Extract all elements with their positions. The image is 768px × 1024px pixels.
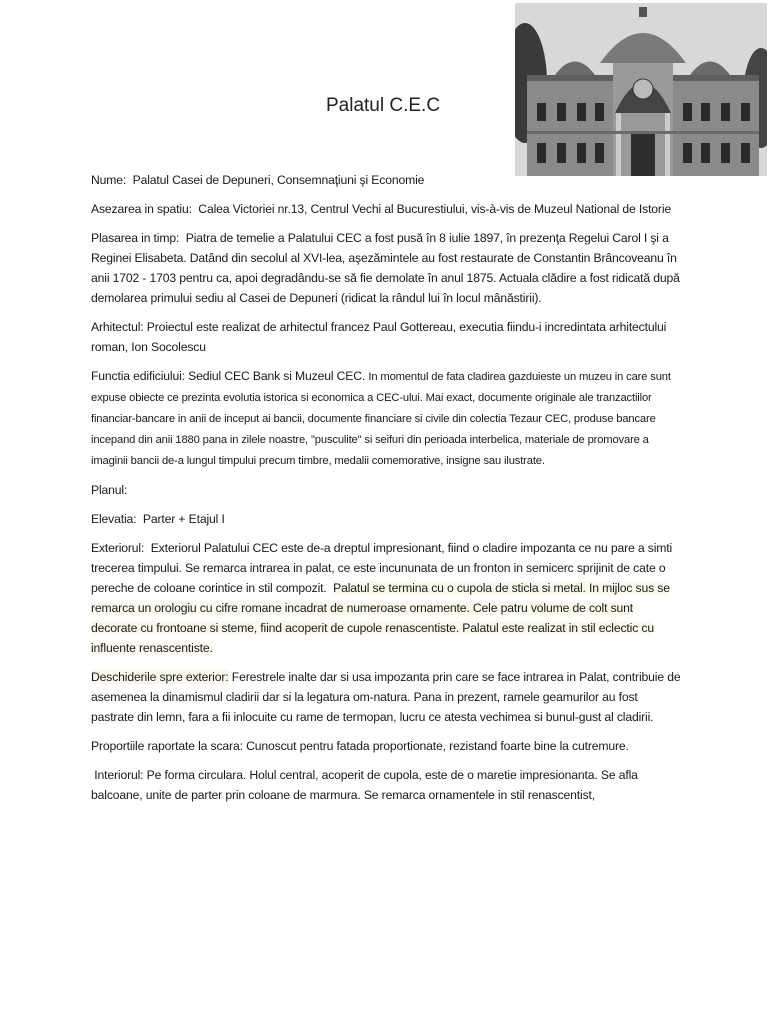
document-body [91,170,681,814]
paragraph-exterior [91,538,681,658]
label-deschiderile: Deschiderile spre exterior: [91,670,229,684]
label-planul: Planul: [91,483,128,497]
paragraph-plasarea [91,228,681,308]
label-proportiile: Proportiile raportate la scara: [91,739,243,753]
paragraph-nume [91,170,681,190]
paragraph-planul [91,480,681,500]
text-exterior: Exteriorul Palatului CEC este de-a dreptul impresionant, fiind o cladire impozanta ce nu pare a simti trecerea timpului. Se remarca intrarea in palat, ce este incununata de un fronton in semicerc sprijinit de cate o pereche de coloane corintice in stil compozit. [91,541,673,595]
paragraph-elevatia [91,509,681,529]
label-arhitectul: Arhitectul: [91,320,144,334]
label-functia: Functia edificiului: [91,369,185,383]
text-arhitectul: Proiectul este realizat de arhitectul francez Paul Gottereau, executia fiindu-i incredintata arhitectului roman, Ion Socolescu [91,320,667,354]
text-elevatia: Parter + Etajul I [142,512,225,526]
label-elevatia: Elevatia: [91,512,137,526]
text-exterior-highlighted: Palatul se termina cu o cupola de sticla si metal. In mijloc sus se remarca un orologiu cu cifre romane incadrat de numeroase ornamente. Cele patru volume de colt sunt decorate cu frontoane si steme, fiind acoperit de cupole renascentiste. Palatul este realizat in stil eclectic cu influente renascentiste. [91,581,670,655]
lead-functia: Sediul CEC Bank si Muzeul CEC. [188,369,366,383]
building-photo [515,3,767,176]
text-deschiderile: Ferestrele inalte dar si usa impozanta prin care se face intrarea in Palat, contribuie de asemenea la dinamismul cladirii dar si la legatura om-natura. Pana in prezent, ramele geamurilor au fost pastrate din lemn, fara a fii inlocuite cu rame de termopan, lucru ce atesta vechimea si bunul-gust al cladirii. [91,670,681,724]
text-asezarea: Calea Victoriei nr.13, Centrul Vechi al Bucurestiului, vis-à-vis de Muzeul National de Istorie [198,202,672,216]
label-interiorul: Interiorul: [94,768,144,782]
label-asezarea: Asezarea in spatiu: [91,202,192,216]
label-exterior: Exteriorul: [91,541,145,555]
paragraph-asezarea [91,199,681,219]
text-interiorul: Pe forma circulara. Holul central, acoperit de cupola, este de o maretie impresionanta. Se afla balcoane, unite de parter prin coloane de marmura. Se remarca ornamentele in stil renascentist, [91,768,638,802]
label-nume: Nume: [91,173,127,187]
paragraph-interiorul [91,765,681,805]
paragraph-deschiderile [91,667,681,727]
text-plasarea: Piatra de temelie a Palatului CEC a fost pusă în 8 iulie 1897, în prezenţa Regelui Carol I şi a Reginei Elisabeta. Datând din secolul al XVI-lea, aşezămintele au fost restaurate de Constantin Brâncoveanu în anii 1702 - 1703 pentru ca, apoi degradându-se să fie demolate în anul 1875. Actuala clădire a fost ridicată după demolarea primului sediu al Casei de Depuneri (ridicat la rândul lui în locul mânăstirii). [91,231,680,305]
paragraph-arhitectul [91,317,681,357]
paragraph-functia [91,366,681,471]
paragraph-proportiile [91,736,681,756]
text-proportiile: Cunoscut pentru fatada proportionate, rezistand foarte bine la cutremure. [246,739,629,753]
label-plasarea: Plasarea in timp: [91,231,180,245]
text-functia: In momentul de fata cladirea gazduieste un muzeu in care sunt expuse obiecte ce prezinta evolutia istorica si economica a CEC-ului. Mai exact, documente originale ale tranzactiilor financiar-bancare in anii de inceput ai bancii, documente financiare si civile din colectia Tezaur CEC, produse bancare incepand din anii 1880 pana in zilele noastre, "pusculite" si seifuri din perioada interbelica, materiale de promovare a imaginii bancii de-a lungul timpului precum timbre, medalii comemorative, insigne sau ilustrate. [91,371,671,467]
text-nume: Palatul Casei de Depuneri, Consemnaţiuni şi Economie [132,173,425,187]
page-title: Palatul C.E.C [326,95,441,116]
